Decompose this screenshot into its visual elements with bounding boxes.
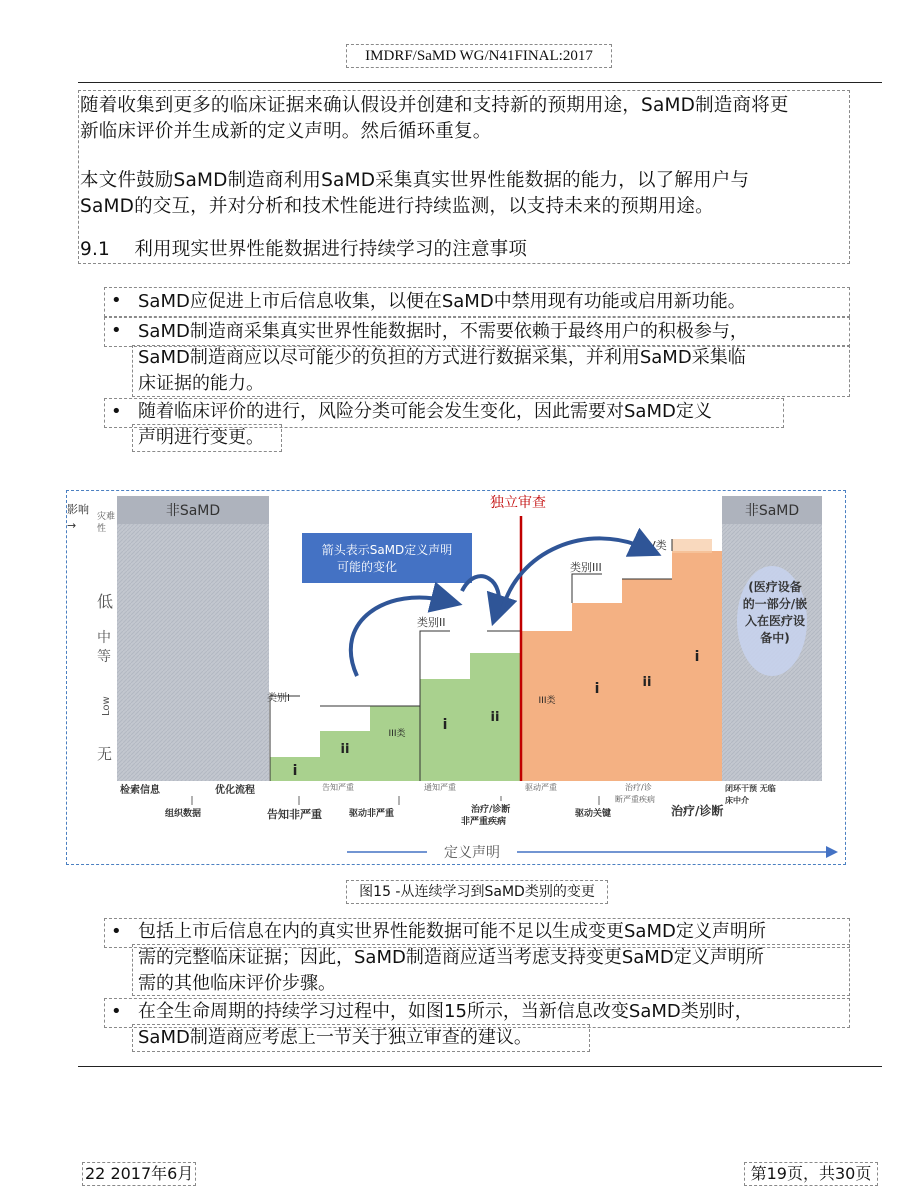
bar-label: III类: [538, 696, 556, 706]
y-mid-b: 等: [97, 649, 111, 665]
footer-page-number: 第19页，共30页: [744, 1162, 878, 1186]
footer-date: 22 2017年6月: [82, 1162, 196, 1186]
y-mid-a: 中: [97, 630, 111, 646]
para2-line2: SaMD的交互，并对分析和技术性能进行持续监测，以支持未来的预期用途。: [80, 196, 714, 217]
bar-label: ii: [642, 675, 652, 690]
bullet-marker: •: [111, 320, 122, 341]
bar-c1-iii: [370, 706, 420, 781]
bullet-marker: •: [111, 1001, 122, 1022]
bottom-label: 告知非严重: [267, 808, 322, 821]
arrow-note-box: [302, 533, 472, 583]
arrow-note-line-1: 箭头表示SaMD定义声明: [321, 543, 453, 557]
bullet-3-line-2: 声明进行变更。: [138, 427, 264, 448]
header-rule: [78, 82, 882, 83]
right-note-line-4: 备中): [760, 631, 790, 645]
y-none: 无: [97, 745, 113, 763]
arrow-note-line-2: 可能的变化: [336, 560, 398, 574]
bullet-3-line-1: 随着临床评价的进行，风险分类可能会发生变化，因此需要对SaMD定义: [138, 401, 712, 422]
independent-review-label: 独立审查: [490, 495, 546, 511]
category-3-label: 类别III: [570, 561, 602, 574]
bottom-label: 非严重疾病: [461, 817, 507, 827]
bar-label: III类: [388, 729, 406, 739]
bar-c3-iii: [522, 631, 572, 781]
footer-rule: [78, 1066, 882, 1067]
small-top-label: 驱动严重: [525, 783, 557, 792]
bullet-5-line-2: SaMD制造商应考虑上一节关于独立审查的建议。: [138, 1027, 532, 1048]
y-low: 低: [97, 592, 114, 611]
right-note-line-2: 的一部分/嵌: [742, 597, 808, 611]
category-change-diagram: [67, 491, 845, 864]
bottom-label: 驱动关键: [575, 809, 612, 819]
non-samd-right-label: 非SaMD: [744, 503, 800, 519]
bullet-2-line-2: SaMD制造商应以尽可能少的负担的方式进行数据采集，并利用SaMD采集临: [138, 347, 746, 368]
bar-c4-i: [672, 551, 722, 781]
bullet-5-line-1: 在全生命周期的持续学习过程中，如图15所示，当新信息改变SaMD类别时，: [138, 1001, 753, 1022]
small-top-label: 断严重疾病: [615, 795, 655, 804]
change-arrow-1: [351, 598, 447, 676]
bullet-4-line-1: 包括上市后信息在内的真实世界性能数据可能不足以生成变更SaMD定义声明所: [138, 921, 766, 942]
y-axis-arrow: →: [67, 519, 77, 532]
para1-line2: 新临床评价并生成新的定义声明。然后循环重复。: [80, 121, 492, 142]
bar-label: ii: [490, 710, 500, 725]
bottom-label: 床中介: [725, 796, 749, 805]
bullet-1-line-1: SaMD应促进上市后信息收集，以便在SaMD中禁用现有功能或启用新功能。: [138, 291, 746, 312]
bottom-label: 治疗/诊断: [471, 805, 511, 815]
bottom-label: 治疗/诊断: [671, 804, 724, 818]
bar-label: i: [694, 649, 700, 665]
figure-caption: 图15 -从连续学习到SaMD类别的变更: [346, 880, 608, 904]
bar-label: i: [292, 763, 298, 779]
bar-label: i: [442, 717, 448, 733]
para2-line1: 本文件鼓励SaMD制造商利用SaMD采集真实世界性能数据的能力，以了解用户与: [80, 170, 750, 191]
bullet-4-line-2: 需的完整临床证据；因此，SaMD制造商应适当考虑支持变更SaMD定义声明所: [138, 947, 764, 968]
non-samd-left-region: [117, 496, 269, 781]
y-low-en: Low: [101, 696, 112, 716]
bottom-label: 驱动非严重: [349, 809, 395, 819]
small-top-label: 通知严重: [424, 783, 456, 792]
non-samd-left-label: 非SaMD: [165, 503, 221, 519]
small-top-label: 告知严重: [322, 783, 354, 792]
x-axis-label: 定义声明: [444, 845, 500, 861]
change-arrow-2: [462, 576, 499, 611]
bullet-marker: •: [111, 401, 122, 422]
bar-label: i: [594, 681, 600, 697]
bar-label: ii: [340, 742, 350, 757]
document-id-header: IMDRF/SaMD WG/N41FINAL:2017: [346, 44, 612, 68]
bottom-label: 优化流程: [215, 785, 255, 796]
right-note-line-1: (医疗设备: [748, 580, 802, 594]
para1-line1: 随着收集到更多的临床证据来确认假设并创建和支持新的预期用途，SaMD制造商将更: [80, 95, 789, 116]
category-4-label: IV类: [645, 539, 667, 552]
y-disaster-a: 灾难: [97, 512, 116, 522]
section-heading: 9.1 利用现实世界性能数据进行持续学习的注意事项: [80, 239, 528, 260]
right-note-line-3: 入在医疗设: [744, 614, 806, 628]
bullet-marker: •: [111, 921, 122, 942]
bullet-4-line-3: 需的其他临床评价步骤。: [138, 973, 336, 994]
bullet-marker: •: [111, 290, 122, 311]
bottom-label: 检索信息: [120, 785, 160, 796]
bullet-2-line-1: SaMD制造商采集真实世界性能数据时，不需要依赖于最终用户的积极参与，: [138, 321, 748, 342]
category-2-label: 类别II: [417, 616, 446, 629]
bullet-2-line-3: 床证据的能力。: [138, 373, 264, 394]
small-top-label: 治疗/诊: [625, 783, 652, 792]
category-1-label: 类别I: [267, 693, 290, 704]
y-disaster-b: 性: [97, 524, 107, 534]
bottom-label: 组织数据: [165, 809, 202, 819]
figure-15: [66, 490, 846, 865]
bottom-label: 闭环干预 无临: [725, 784, 776, 793]
y-axis-title: 影响: [67, 503, 89, 516]
